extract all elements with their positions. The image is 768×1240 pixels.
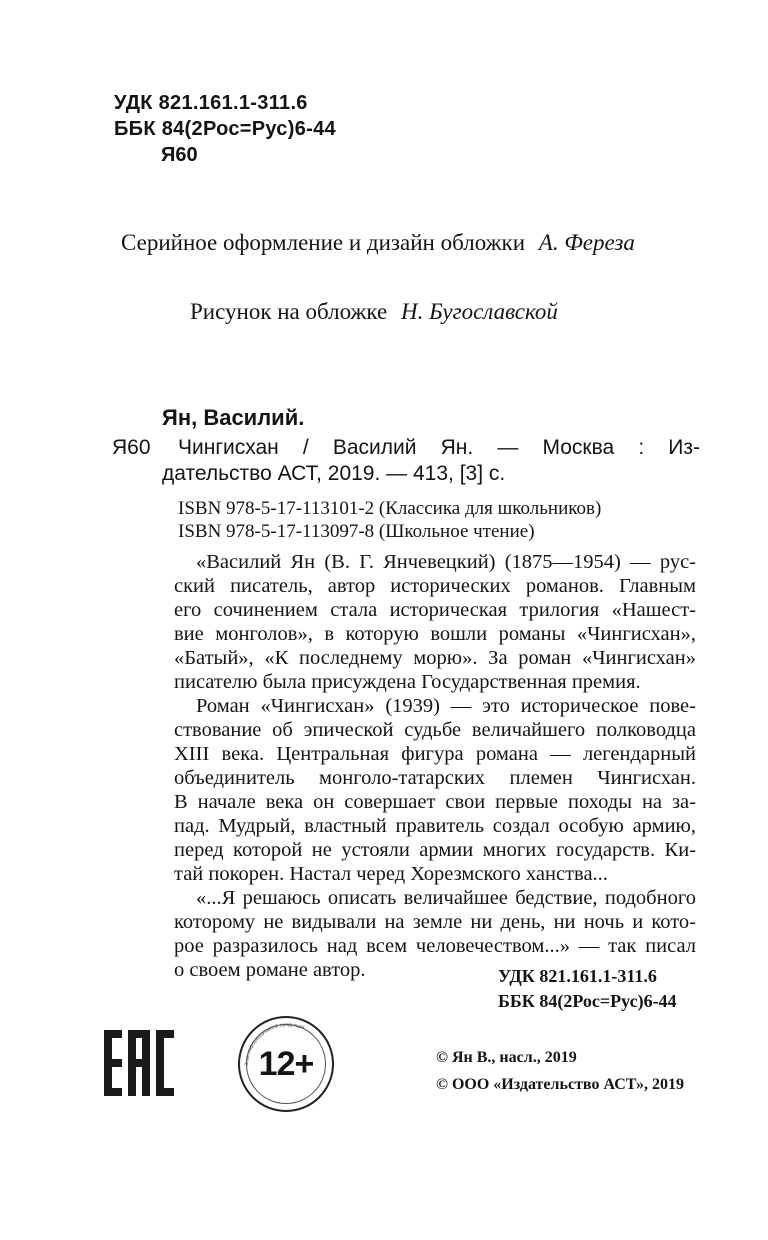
age-rating-badge	[238, 1016, 334, 1112]
design-credit	[121, 230, 635, 256]
annotation-line: объединитель монголо-татарских племен Чингисхан.	[174, 767, 696, 789]
eac-conformity-icon	[104, 1030, 174, 1096]
annotation-line: о своем романе автор.	[174, 959, 366, 981]
design-credit-label: Серийное оформление и дизайн обложки	[121, 230, 526, 255]
annotation-line: В начале века он совершает свои первые походы на за-	[174, 791, 696, 813]
annotation-line: пад. Мудрый, властный правитель создал особую армию,	[174, 815, 696, 837]
annotation-line: писателю была присуждена Государственная премия.	[174, 671, 641, 693]
annotation-line: «Батый», «К последнему морю». За роман «Чингисхан»	[174, 647, 696, 669]
udk-code: УДК 821.161.1-311.6	[114, 92, 308, 114]
bbk-code-bottom: ББК 84(2Рос=Рус)6-44	[498, 991, 677, 1011]
cover-credit	[190, 299, 558, 325]
age-ring-caption: Знак информационной продукции	[243, 1021, 306, 1067]
bbk-code: ББК 84(2Рос=Рус)6-44	[114, 118, 336, 140]
annotation-line: XIII века. Центральная фигура романа — легендарный	[174, 743, 696, 765]
annotation-line: тай покорен. Настал черед Хорезмского ханства...	[174, 863, 608, 885]
annotation-line: которому не видывали на земле ни день, ни ночь и кото-	[174, 911, 696, 933]
author-mark-top: Я60	[161, 144, 198, 166]
design-credit-name: А. Фереза	[538, 230, 635, 255]
annotation-line: ствование об эпической судьбе величайшего полководца	[174, 719, 696, 741]
isbn-classics: ISBN 978-5-17-113101-2 (Классика для школьников)	[178, 498, 602, 519]
svg-text:Знак информационной продукции	[244, 1022, 305, 1066]
cover-credit-label: Рисунок на обложке	[190, 299, 388, 324]
title-line-2: дательство АСТ, 2019. — 413, [3] с.	[162, 462, 506, 485]
annotation-line: его сочинением стала историческая трилогия «Нашест-	[174, 599, 696, 621]
author-mark-record: Я60	[112, 436, 151, 459]
author-heading: Ян, Василий.	[162, 405, 305, 430]
age-rating-value: 12+	[246, 1024, 326, 1104]
title-line-1: Чингисхан / Василий Ян. — Москва : Из-	[178, 436, 700, 459]
copyright-publisher: © ООО «Издательство АСТ», 2019	[436, 1076, 685, 1093]
annotation-line: вие монголов», в которую вошли романы «Чингисхан»,	[174, 623, 696, 645]
cover-credit-name: Н. Бугославской	[401, 299, 558, 324]
annotation-line: перед которой не устояли армии многих государств. Ки-	[174, 839, 696, 861]
annotation-line: рое разразилось над всем человечеством...» — так писал	[174, 935, 696, 957]
copyright-author: © Ян В., насл., 2019	[436, 1049, 577, 1066]
age-rating-ring-text	[240, 1018, 336, 1114]
annotation-line: ский писатель, автор исторических романов. Главным	[174, 575, 696, 597]
annotation-line: Роман «Чингисхан» (1939) — это историческое пове-	[196, 695, 696, 717]
isbn-school-reading: ISBN 978-5-17-113097-8 (Школьное чтение)	[178, 521, 535, 542]
annotation-line: «...Я решаюсь описать величайшее бедствие, подобного	[196, 887, 696, 909]
udk-code-bottom: УДК 821.161.1-311.6	[498, 966, 657, 986]
annotation-line: «Василий Ян (В. Г. Янчевецкий) (1875—1954) — рус-	[196, 551, 696, 573]
